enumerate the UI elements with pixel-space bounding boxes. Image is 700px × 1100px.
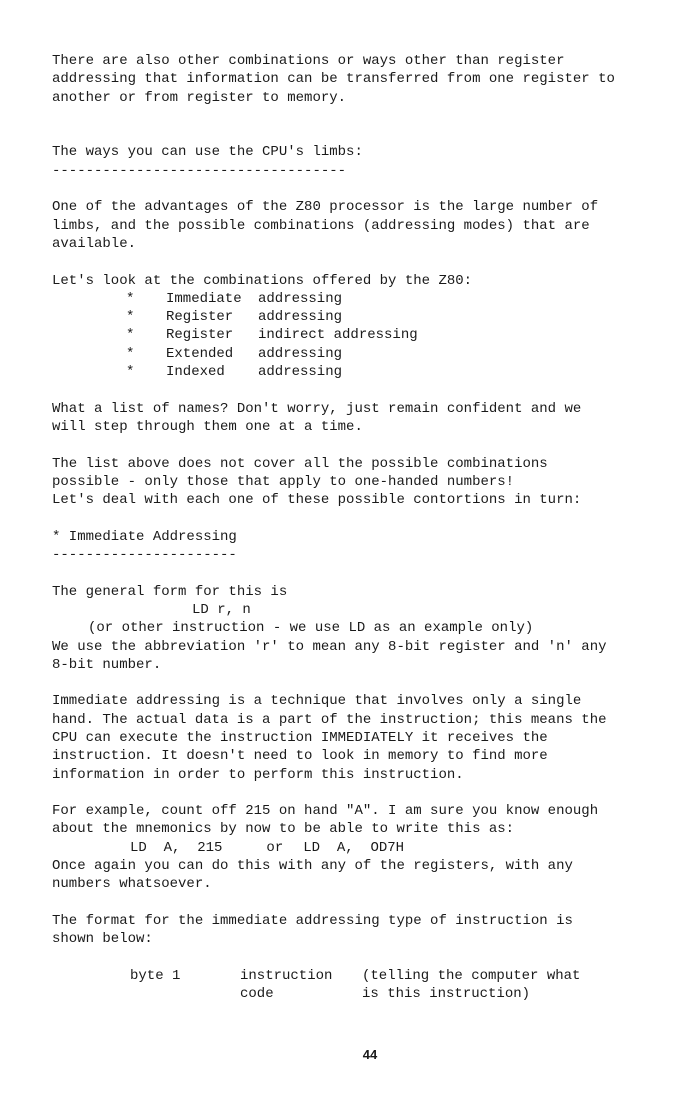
section-underline: ----------------------------------- (52, 162, 347, 179)
code-or: or (266, 839, 284, 856)
paragraph-line: numbers whatsoever. (52, 876, 212, 893)
intro-line: There are also other combinations or ways other than register (52, 53, 565, 69)
byte-label: byte 1 (130, 967, 181, 984)
list-item: * Extended addressing (126, 345, 343, 362)
paragraph-line: CPU can execute the instruction IMMEDIATELY it receives the (52, 729, 548, 746)
example-code-line (52, 839, 682, 857)
format-desc: (telling the computer what (362, 967, 581, 984)
paragraph-line: will step through them one at a time. (52, 418, 363, 435)
list-item: * Indexed addressing (126, 364, 343, 381)
paragraph-line: 8-bit number. (52, 656, 162, 673)
paragraph-line: possible - only those that apply to one-handed numbers! (52, 473, 515, 490)
bullet-star: * (126, 327, 135, 344)
paragraph-line: One of the advantages of the Z80 processor is the large number of (52, 199, 599, 216)
paragraph-line: Immediate addressing is a technique that involves only a single (52, 693, 582, 710)
list-item: * Register addressing (126, 309, 343, 326)
paragraph-line: For example, count off 215 on hand "A". I am sure you know enough (52, 803, 599, 820)
paragraph-line: instruction. It doesn't need to look in memory to find more (52, 748, 548, 765)
list-item: * Immediate addressing (126, 290, 343, 307)
page-text (52, 52, 682, 1003)
paragraph-line: about the mnemonics by now to be able to write this as: (52, 821, 515, 838)
section-heading-immediate: * Immediate Addressing (52, 528, 237, 545)
section-underline: ---------------------- (52, 547, 237, 564)
instruction-note: (or other instruction - we use LD as an example only) (88, 620, 534, 637)
format-row (52, 985, 682, 1003)
bullet-star: * (126, 309, 135, 326)
list-item: * Register indirect addressing (126, 327, 418, 344)
intro-line: addressing that information can be transferred from one register to (52, 71, 615, 88)
paragraph-line: The format for the immediate addressing type of instruction is (52, 912, 573, 929)
code-hex: LD A, OD7H (303, 839, 405, 856)
section-heading-limbs: The ways you can use the CPU's limbs: (52, 144, 363, 161)
paragraph-line: Let's deal with each one of these possible contortions in turn: (52, 492, 582, 509)
bullet-star: * (126, 290, 135, 307)
bullet-star: * (126, 345, 135, 362)
general-form-line: The general form for this is (52, 583, 288, 600)
page-number: 44 (362, 1047, 378, 1062)
format-field: code (240, 986, 274, 1003)
paragraph-line: What a list of names? Don't worry, just remain confident and we (52, 400, 582, 417)
paragraph-line: information in order to perform this instruction. (52, 766, 464, 783)
code-decimal: LD A, 215 (130, 839, 223, 856)
format-desc: is this instruction) (362, 986, 531, 1003)
paragraph-line: The list above does not cover all the possible combinations (52, 455, 548, 472)
format-field: instruction (240, 967, 333, 984)
instruction-format: LD r, n (192, 601, 251, 618)
paragraph-line: shown below: (52, 931, 153, 948)
list-intro: Let's look at the combinations offered by the Z80: (52, 272, 473, 289)
paragraph-line: available. (52, 235, 137, 252)
paragraph-line: Once again you can do this with any of the registers, with any (52, 858, 573, 875)
paragraph-line: limbs, and the possible combinations (addressing modes) that are (52, 217, 590, 234)
bullet-star: * (126, 364, 135, 381)
format-row (52, 967, 682, 985)
paragraph-line: We use the abbreviation 'r' to mean any 8-bit register and 'n' any (52, 638, 607, 655)
intro-line: another or from register to memory. (52, 89, 347, 106)
paragraph-line: hand. The actual data is a part of the instruction; this means the (52, 711, 607, 728)
